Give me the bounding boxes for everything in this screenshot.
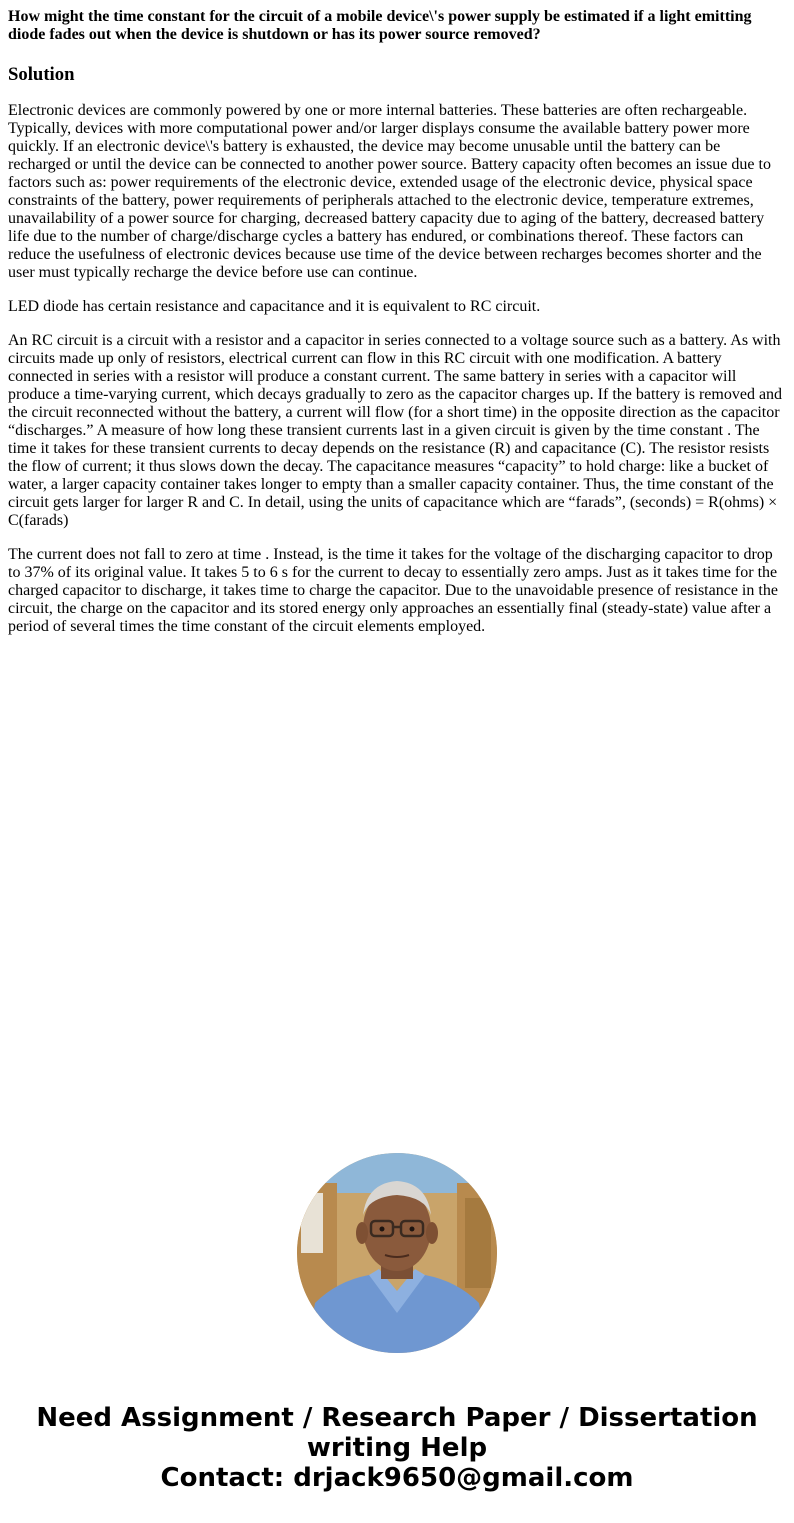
solution-heading: Solution xyxy=(8,64,75,85)
paragraph-battery: Electronic devices are commonly powered by one or more internal batteries. These batteries are often rechargeable. Typically, devices with more computational power and/or larger displays consume the available battery power more quickly. If an electronic device\'s battery is exhausted, the device may become unusable until the battery can be recharged or until the device can be connected to another power source. Battery capacity often becomes an issue due to factors such as: power requirements of the electronic device, extended usage of the electronic device, physical space constraints of the battery, power requirements of peripherals attached to the electronic device, temperature extremes, unavailability of a power source for charging, decreased battery capacity due to aging of the battery, decreased battery life due to the number of charge/discharge cycles a battery has endured, or combinations thereof. These factors can reduce the usefulness of electronic devices because use time of the device between recharges becomes shorter and the user must typically recharge the device before use can continue. xyxy=(8,102,771,281)
footer-contact: Contact: drjack9650@gmail.com xyxy=(160,1463,634,1493)
footer-banner xyxy=(0,1403,794,1493)
document-body xyxy=(0,0,794,636)
avatar-portrait-icon xyxy=(297,1153,497,1353)
author-avatar xyxy=(297,1153,497,1353)
footer-line-1: Need Assignment / Research Paper / Dissertation xyxy=(36,1403,758,1433)
paragraph-led: LED diode has certain resistance and capacitance and it is equivalent to RC circuit. xyxy=(8,298,541,315)
footer-line-2: writing Help xyxy=(306,1433,488,1463)
paragraph-rc-circuit: An RC circuit is a circuit with a resistor and a capacitor in series connected to a voltage source such as a battery. As with circuits made up only of resistors, electrical current can flow in this RC circuit with one modification. A battery connected in series with a resistor will produce a constant current. The same battery in series with a capacitor will produce a time-varying current, which decays gradually to zero as the capacitor charges up. If the battery is removed and the circuit reconnected without the battery, a current will flow (for a short time) in the opposite direction as the capacitor “discharges.” A measure of how long these transient currents last in a given circuit is given by the time constant . The time it takes for these transient currents to decay depends on the resistance (R) and capacitance (C). The resistor resists the flow of current; it thus slows down the decay. The capacitance measures “capacity” to hold charge: like a bucket of water, a larger capacity container takes longer to empty than a smaller capacity container. Thus, the time constant of the circuit gets larger for larger R and C. In detail, using the units of capacitance which are “farads”, (seconds) = R(ohms) × C(farads) xyxy=(8,332,783,529)
question-title: How might the time constant for the circuit of a mobile device\'s power supply be estimated if a light emitting diode fades out when the device is shutdown or has its power source removed? xyxy=(8,8,752,43)
paragraph-time-constant: The current does not fall to zero at time . Instead, is the time it takes for the voltage of the discharging capacitor to drop to 37% of its original value. It takes 5 to 6 s for the current to decay to essentially zero amps. Just as it takes time for the charged capacitor to discharge, it takes time to charge the capacitor. Due to the unavoidable presence of resistance in the circuit, the charge on the capacitor and its stored energy only approaches an essentially final (steady-state) value after a period of several times the time constant of the circuit elements employed. xyxy=(8,546,778,635)
